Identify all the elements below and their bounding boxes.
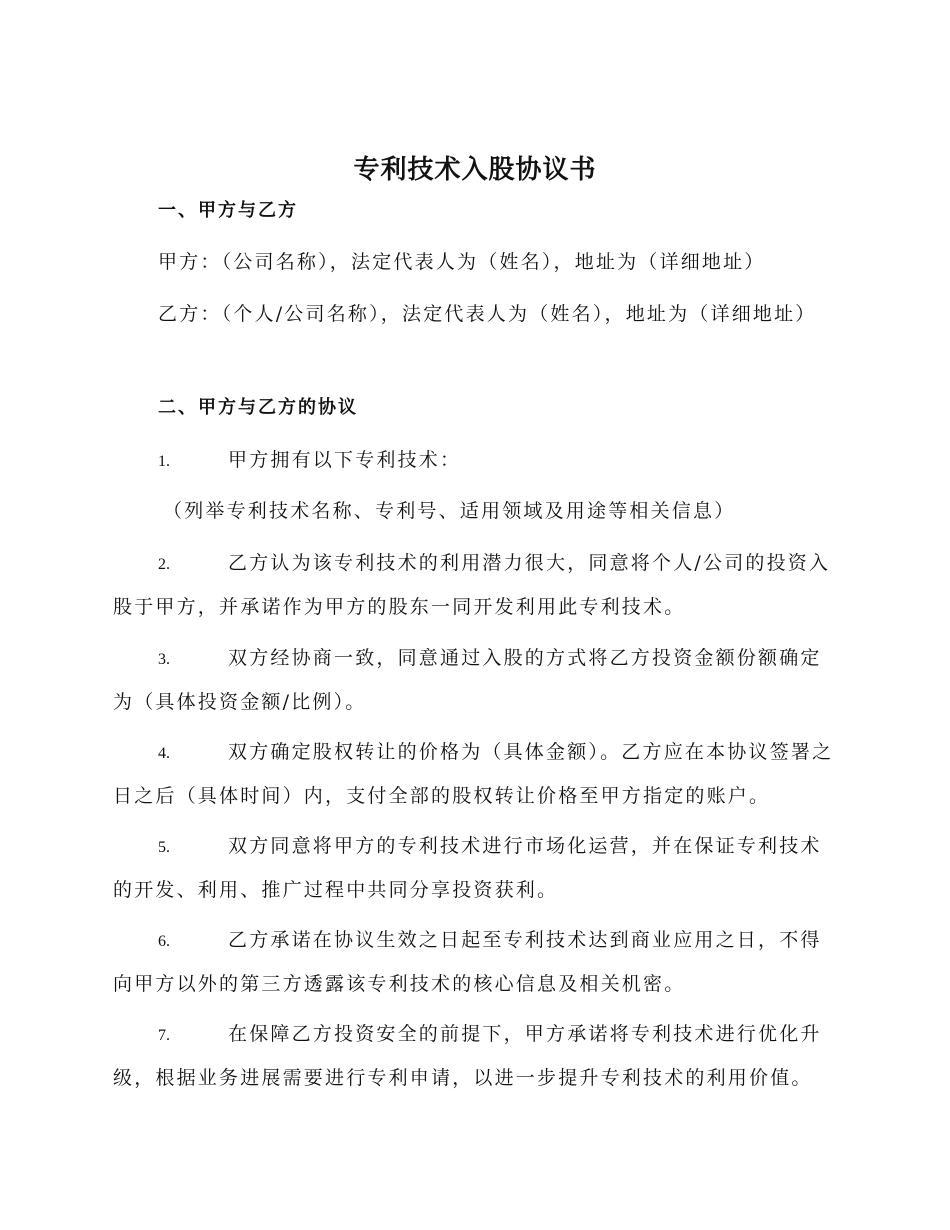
item-text: 双方经协商一致，同意通过入股的方式将乙方投资金额份额确定为（具体投资金额/比例）。 xyxy=(113,647,822,713)
item-number: 6. xyxy=(158,933,170,950)
item-number: 5. xyxy=(158,839,170,856)
document-title: 专利技术入股协议书 xyxy=(353,155,597,185)
section-heading-parties: 一、甲方与乙方 xyxy=(158,200,298,221)
agreement-item-4 xyxy=(113,731,838,817)
item-number: 1. xyxy=(158,453,170,470)
agreement-item-3 xyxy=(113,637,838,723)
agreement-item-2 xyxy=(113,542,838,628)
agreement-item-5 xyxy=(113,825,838,911)
item-number: 2. xyxy=(158,556,170,573)
section-heading-agreement: 二、甲方与乙方的协议 xyxy=(158,397,358,418)
agreement-item-6 xyxy=(113,919,838,1005)
item-text: 乙方承诺在协议生效之日起至专利技术达到商业应用之日，不得向甲方以外的第三方透露该专利技术的核心信息及相关机密。 xyxy=(113,929,822,995)
agreement-item-7 xyxy=(113,1013,838,1099)
agreement-item-1-detail: （列举专利技术名称、专利号、适用领域及用途等相关信息） xyxy=(163,500,736,522)
item-number: 3. xyxy=(158,651,170,668)
agreement-item-1 xyxy=(113,439,838,483)
item-number: 4. xyxy=(158,745,170,762)
item-text: 双方确定股权转让的价格为（具体金额）。乙方应在本协议签署之日之后（具体时间）内，支付全部的股权转让价格至甲方指定的账户。 xyxy=(113,741,834,807)
item-number: 7. xyxy=(158,1027,170,1044)
party-b-paragraph: 乙方：（个人/公司名称），法定代表人为（姓名），地址为（详细地址） xyxy=(158,303,817,325)
party-a-paragraph: 甲方：（公司名称），法定代表人为（姓名），地址为（详细地址） xyxy=(158,251,766,273)
item-text: 在保障乙方投资安全的前提下，甲方承诺将专利技术进行优化升级，根据业务进展需要进行专利申请，以进一步提升专利技术的利用价值。 xyxy=(113,1023,822,1089)
item-text: 甲方拥有以下专利技术： xyxy=(228,449,462,471)
item-text: 双方同意将甲方的专利技术进行市场化运营，并在保证专利技术的开发、利用、推广过程中共同分享投资获利。 xyxy=(113,835,822,901)
item-text: 乙方认为该专利技术的利用潜力很大，同意将个人/公司的投资入股于甲方，并承诺作为甲方的股东一同开发利用此专利技术。 xyxy=(113,552,831,618)
